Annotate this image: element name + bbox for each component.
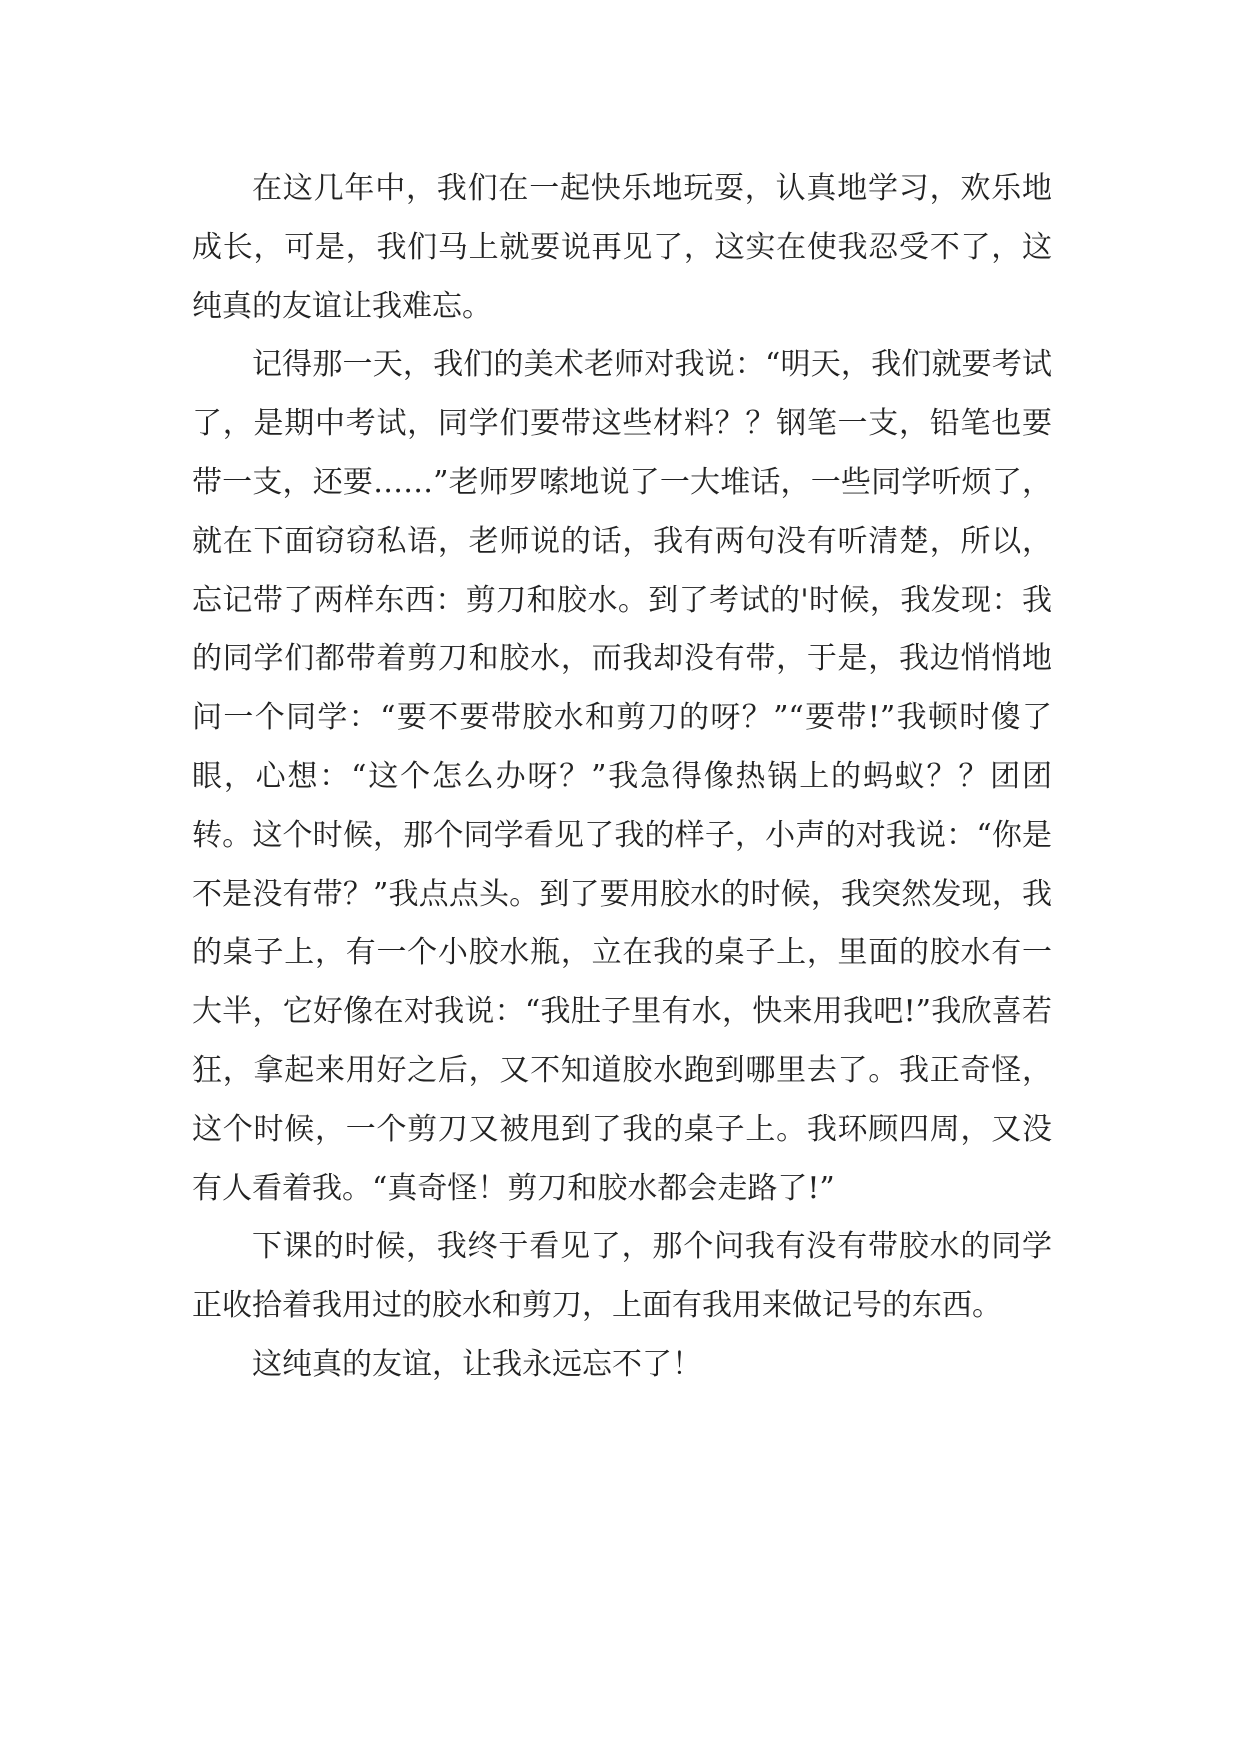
paragraph-4: 这纯真的友谊，让我永远忘不了！	[252, 1346, 702, 1382]
paragraph-3: 下课的时候，我终于看见了，那个问我有没有带胶水的同学正收拾着我用过的胶水和剪刀，上面有我用来做记号的东西。	[192, 1229, 1052, 1324]
paragraph-1: 在这几年中，我们在一起快乐地玩耍，认真地学习，欢乐地成长，可是，我们马上就要说再见了，这实在使我忍受不了，这纯真的友谊让我难忘。	[192, 171, 1052, 324]
paragraph-2: 记得那一天，我们的美术老师对我说：“明天，我们就要考试了，是期中考试，同学们要带这些材料？？钢笔一支，铅笔也要带一支，还要……”老师罗嗦地说了一大堆话，一些同学听烦了，就在下面窃窃私语，老师说的话，我有两句没有听清楚，所以，忘记带了两样东西：剪刀和胶水。到了考试的'时候，我发现：我的同学们都带着剪刀和胶水，而我却没有带，于是，我边悄悄地问一个同学：“要不要带胶水和剪刀的呀？”“要带!”我顿时傻了眼，心想：“这个怎么办呀？”我急得像热锅上的蚂蚁？？团团转。这个时候，那个同学看见了我的样子，小声的对我说：“你是不是没有带？”我点点头。到了要用胶水的时候，我突然发现，我的桌子上，有一个小胶水瓶，立在我的桌子上，里面的胶水有一大半，它好像在对我说：“我肚子里有水，快来用我吧!”我欣喜若狂，拿起来用好之后，又不知道胶水跑到哪里去了。我正奇怪，这个时候，一个剪刀又被甩到了我的桌子上。我环顾四周，又没有人看着我。“真奇怪！剪刀和胶水都会走路了!”	[192, 347, 1052, 1206]
document-body	[192, 160, 1052, 1395]
